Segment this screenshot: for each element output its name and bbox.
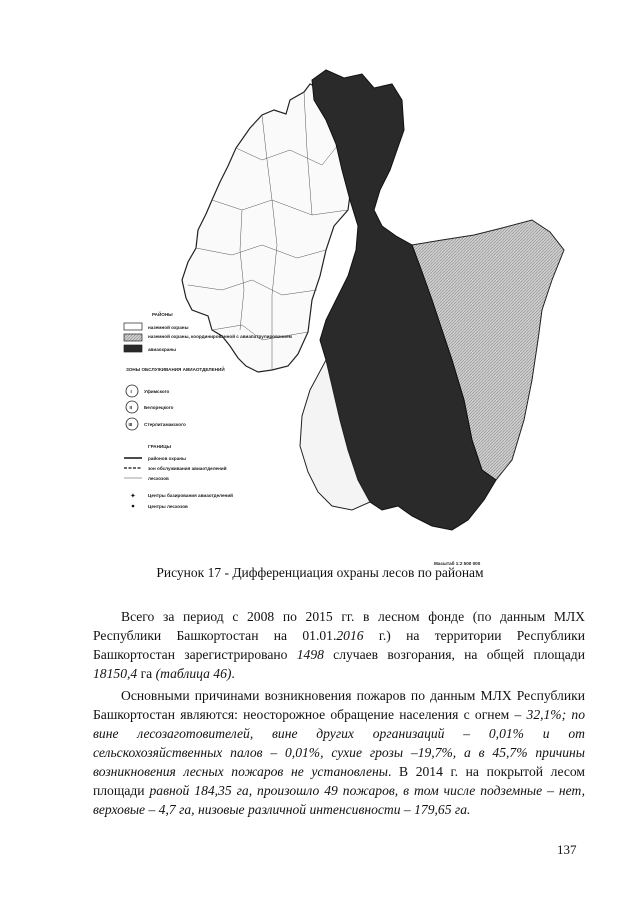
- svg-text:ЗОНЫ ОБСЛУЖИВАНИЯ АВИАОТДЕЛЕНИ: ЗОНЫ ОБСЛУЖИВАНИЯ АВИАОТДЕЛЕНИЙ: [126, 367, 225, 372]
- page-number: 137: [557, 842, 577, 857]
- svg-text:наземной охраны: наземной охраны: [148, 325, 189, 330]
- svg-text:Уфимского: Уфимского: [144, 389, 170, 394]
- svg-text:РАЙОНЫ: РАЙОНЫ: [152, 312, 173, 317]
- map-scale: Масштаб 1:2 500 000: [434, 561, 481, 566]
- svg-text:зон обслуживания авиаотделений: зон обслуживания авиаотделений: [148, 466, 227, 471]
- svg-text:лесхозов: лесхозов: [148, 476, 169, 481]
- svg-text:авиаохраны: авиаохраны: [148, 347, 177, 352]
- forest-protection-map: [112, 40, 590, 570]
- svg-text:✦: ✦: [130, 492, 136, 500]
- svg-text:I: I: [130, 389, 132, 394]
- svg-text:наземной охраны, координирован: наземной охраны, координированной с авиапатрулированием: [148, 334, 292, 339]
- svg-text:III: III: [128, 422, 133, 427]
- svg-text:Стерлитамакского: Стерлитамакского: [144, 422, 186, 427]
- svg-text:районов охраны: районов охраны: [148, 456, 186, 461]
- figure-caption: Рисунок 17 - Дифференциация охраны лесов по районам: [156, 565, 484, 580]
- paragraph-2: Основными причинами возникновения пожаров по данным МЛХ Республики Башкортостан являются: неосторожное обращение населения с огнем – 32,1%; по вине лесозаготовителей, вине других организаций – 0,01% и от сельскохозяйственных палов – 0,01%, сухие грозы –19,7%, а в 45,7% причины возникновения лесных пожаров не установлены. В 2014 г. на покрытой лесом площади равной 184,35 га, произошло 49 пожаров, в том числе подземные – нет, верховые – 4,7 га, низовые различной интенсивности – 179,65 га.: [93, 688, 586, 817]
- paragraph-1: Всего за период с 2008 по 2015 гг. в лесном фонде (по данным МЛХ Республики Башкортостан на 01.01.2016 г.) на территории Республики Башкортостан зарегистрировано 1498 случаев возгорания, на общей площади 18150,4 га (таблица 46).: [93, 609, 585, 681]
- svg-text:ГРАНИЦЫ: ГРАНИЦЫ: [148, 444, 172, 449]
- svg-text:Центры базирования авиаотделен: Центры базирования авиаотделений: [148, 493, 233, 498]
- map-svg: [112, 40, 590, 570]
- svg-text:Белорецкого: Белорецкого: [144, 405, 174, 410]
- svg-text:Центры лесхозов: Центры лесхозов: [148, 504, 188, 509]
- svg-text:II: II: [129, 405, 133, 410]
